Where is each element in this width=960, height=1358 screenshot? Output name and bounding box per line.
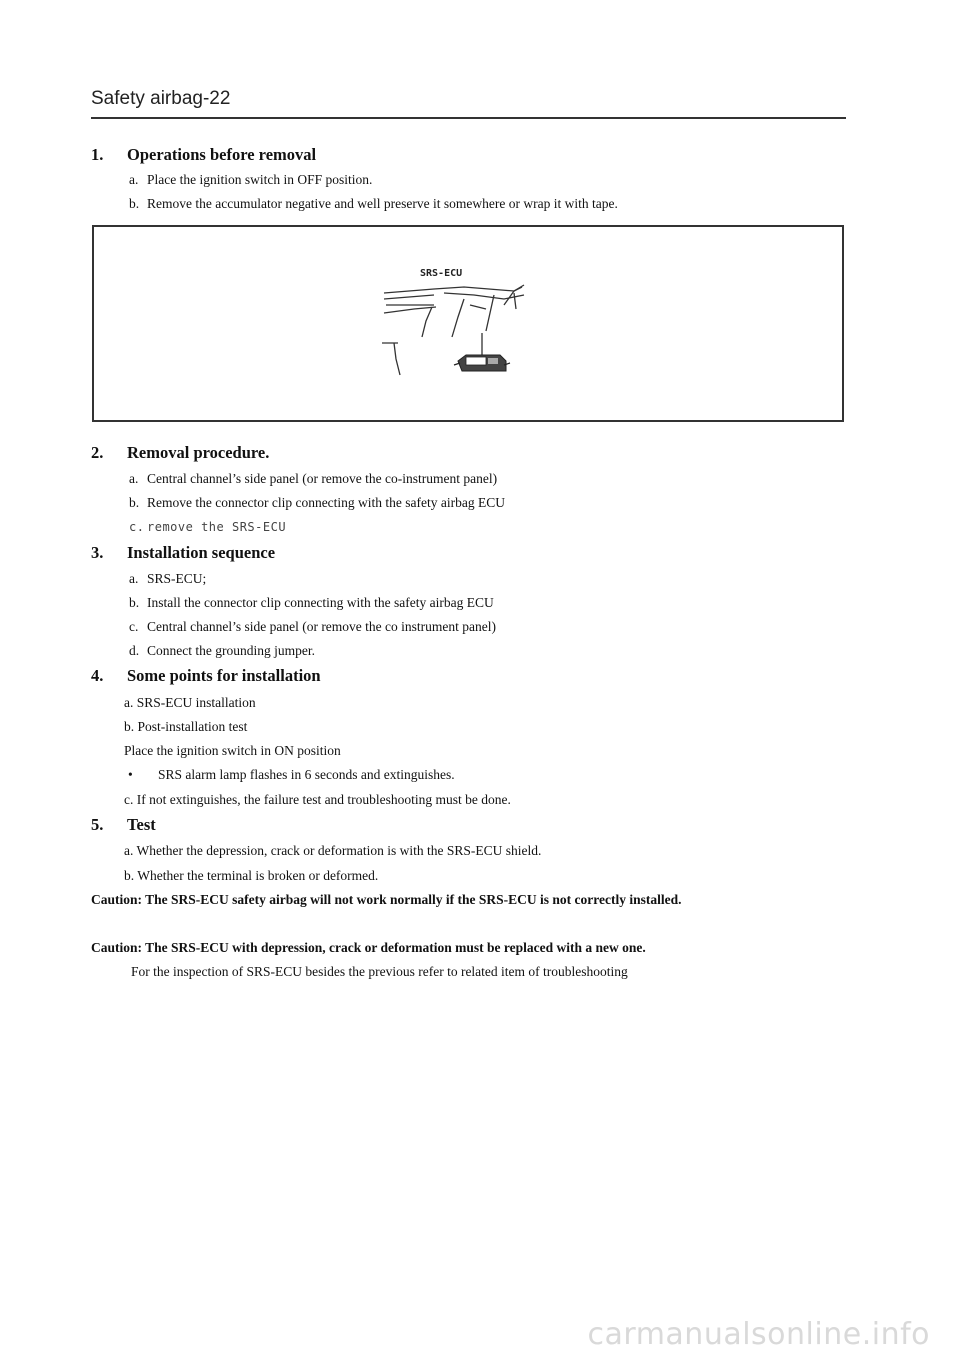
item-text: Connect the grounding jumper. [147, 643, 315, 658]
section-title: Installation sequence [127, 543, 276, 562]
section-number: 1. [91, 145, 104, 164]
item-marker: b. [129, 196, 140, 211]
section-title: Removal procedure. [127, 443, 270, 462]
text-line: a. Whether the depression, crack or deformation is with the SRS-ECU shield. [124, 843, 542, 858]
srs-ecu-illustration [374, 255, 634, 395]
item-marker: a. [129, 571, 139, 586]
section-number: 2. [91, 443, 104, 462]
caution-text: Caution: The SRS-ECU safety airbag will not work normally if the SRS-ECU is not correctly installed. [91, 892, 682, 907]
list-item [129, 643, 315, 659]
item-marker: a. [129, 172, 139, 187]
item-text: remove the SRS-ECU [147, 520, 287, 534]
list-item [129, 520, 286, 534]
item-text: Remove the connector clip connecting with the safety airbag ECU [147, 495, 506, 510]
page-header-title: Safety airbag-22 [91, 88, 231, 109]
list-item [129, 196, 618, 212]
list-item [129, 619, 496, 635]
section-number: 3. [91, 543, 104, 562]
section-2-heading [91, 443, 269, 463]
text-line: b. Post-installation test [124, 719, 248, 734]
figure-srs-ecu [92, 225, 844, 422]
item-marker: d. [129, 643, 140, 658]
list-item [129, 571, 206, 587]
bullet-text: SRS alarm lamp flashes in 6 seconds and extinguishes. [158, 767, 455, 782]
item-text: Central channel’s side panel (or remove the co instrument panel) [147, 619, 497, 634]
item-marker: b. [129, 595, 140, 610]
list-item [129, 172, 372, 188]
bullet-icon: • [128, 767, 133, 782]
item-text: Place the ignition switch in OFF position. [147, 172, 373, 187]
figure-label: SRS-ECU [420, 268, 463, 279]
section-title: Test [127, 815, 156, 834]
watermark: carmanualsonline.info [587, 1317, 930, 1352]
section-3-heading [91, 543, 275, 563]
item-marker: c. [129, 619, 139, 634]
section-number: 5. [91, 815, 104, 834]
list-item [129, 495, 505, 511]
section-5-heading [91, 815, 156, 835]
text-line: a. SRS-ECU installation [124, 695, 256, 710]
bullet-item [128, 767, 455, 783]
text-line: Place the ignition switch in ON position [124, 743, 341, 758]
item-marker: a. [129, 471, 139, 486]
caution-text: Caution: The SRS-ECU with depression, crack or deformation must be replaced with a new one. [91, 940, 646, 955]
section-4-heading [91, 666, 321, 686]
text-line: c. If not extinguishes, the failure test and troubleshooting must be done. [124, 792, 511, 807]
section-1-heading [91, 145, 316, 165]
section-number: 4. [91, 666, 104, 685]
section-title: Operations before removal [127, 145, 317, 164]
list-item [129, 471, 497, 487]
note-text: For the inspection of SRS-ECU besides the previous refer to related item of troubleshooting [131, 964, 628, 979]
list-item [129, 595, 494, 611]
section-title: Some points for installation [127, 666, 321, 685]
header-rule [91, 117, 846, 119]
item-text: Central channel’s side panel (or remove the co-instrument panel) [147, 471, 498, 486]
text-line: b. Whether the terminal is broken or deformed. [124, 868, 379, 883]
item-marker: c. [129, 520, 145, 534]
item-text: Remove the accumulator negative and well preserve it somewhere or wrap it with tape. [147, 196, 618, 211]
item-marker: b. [129, 495, 140, 510]
item-text: Install the connector clip connecting with the safety airbag ECU [147, 595, 494, 610]
item-text: SRS-ECU; [147, 571, 207, 586]
